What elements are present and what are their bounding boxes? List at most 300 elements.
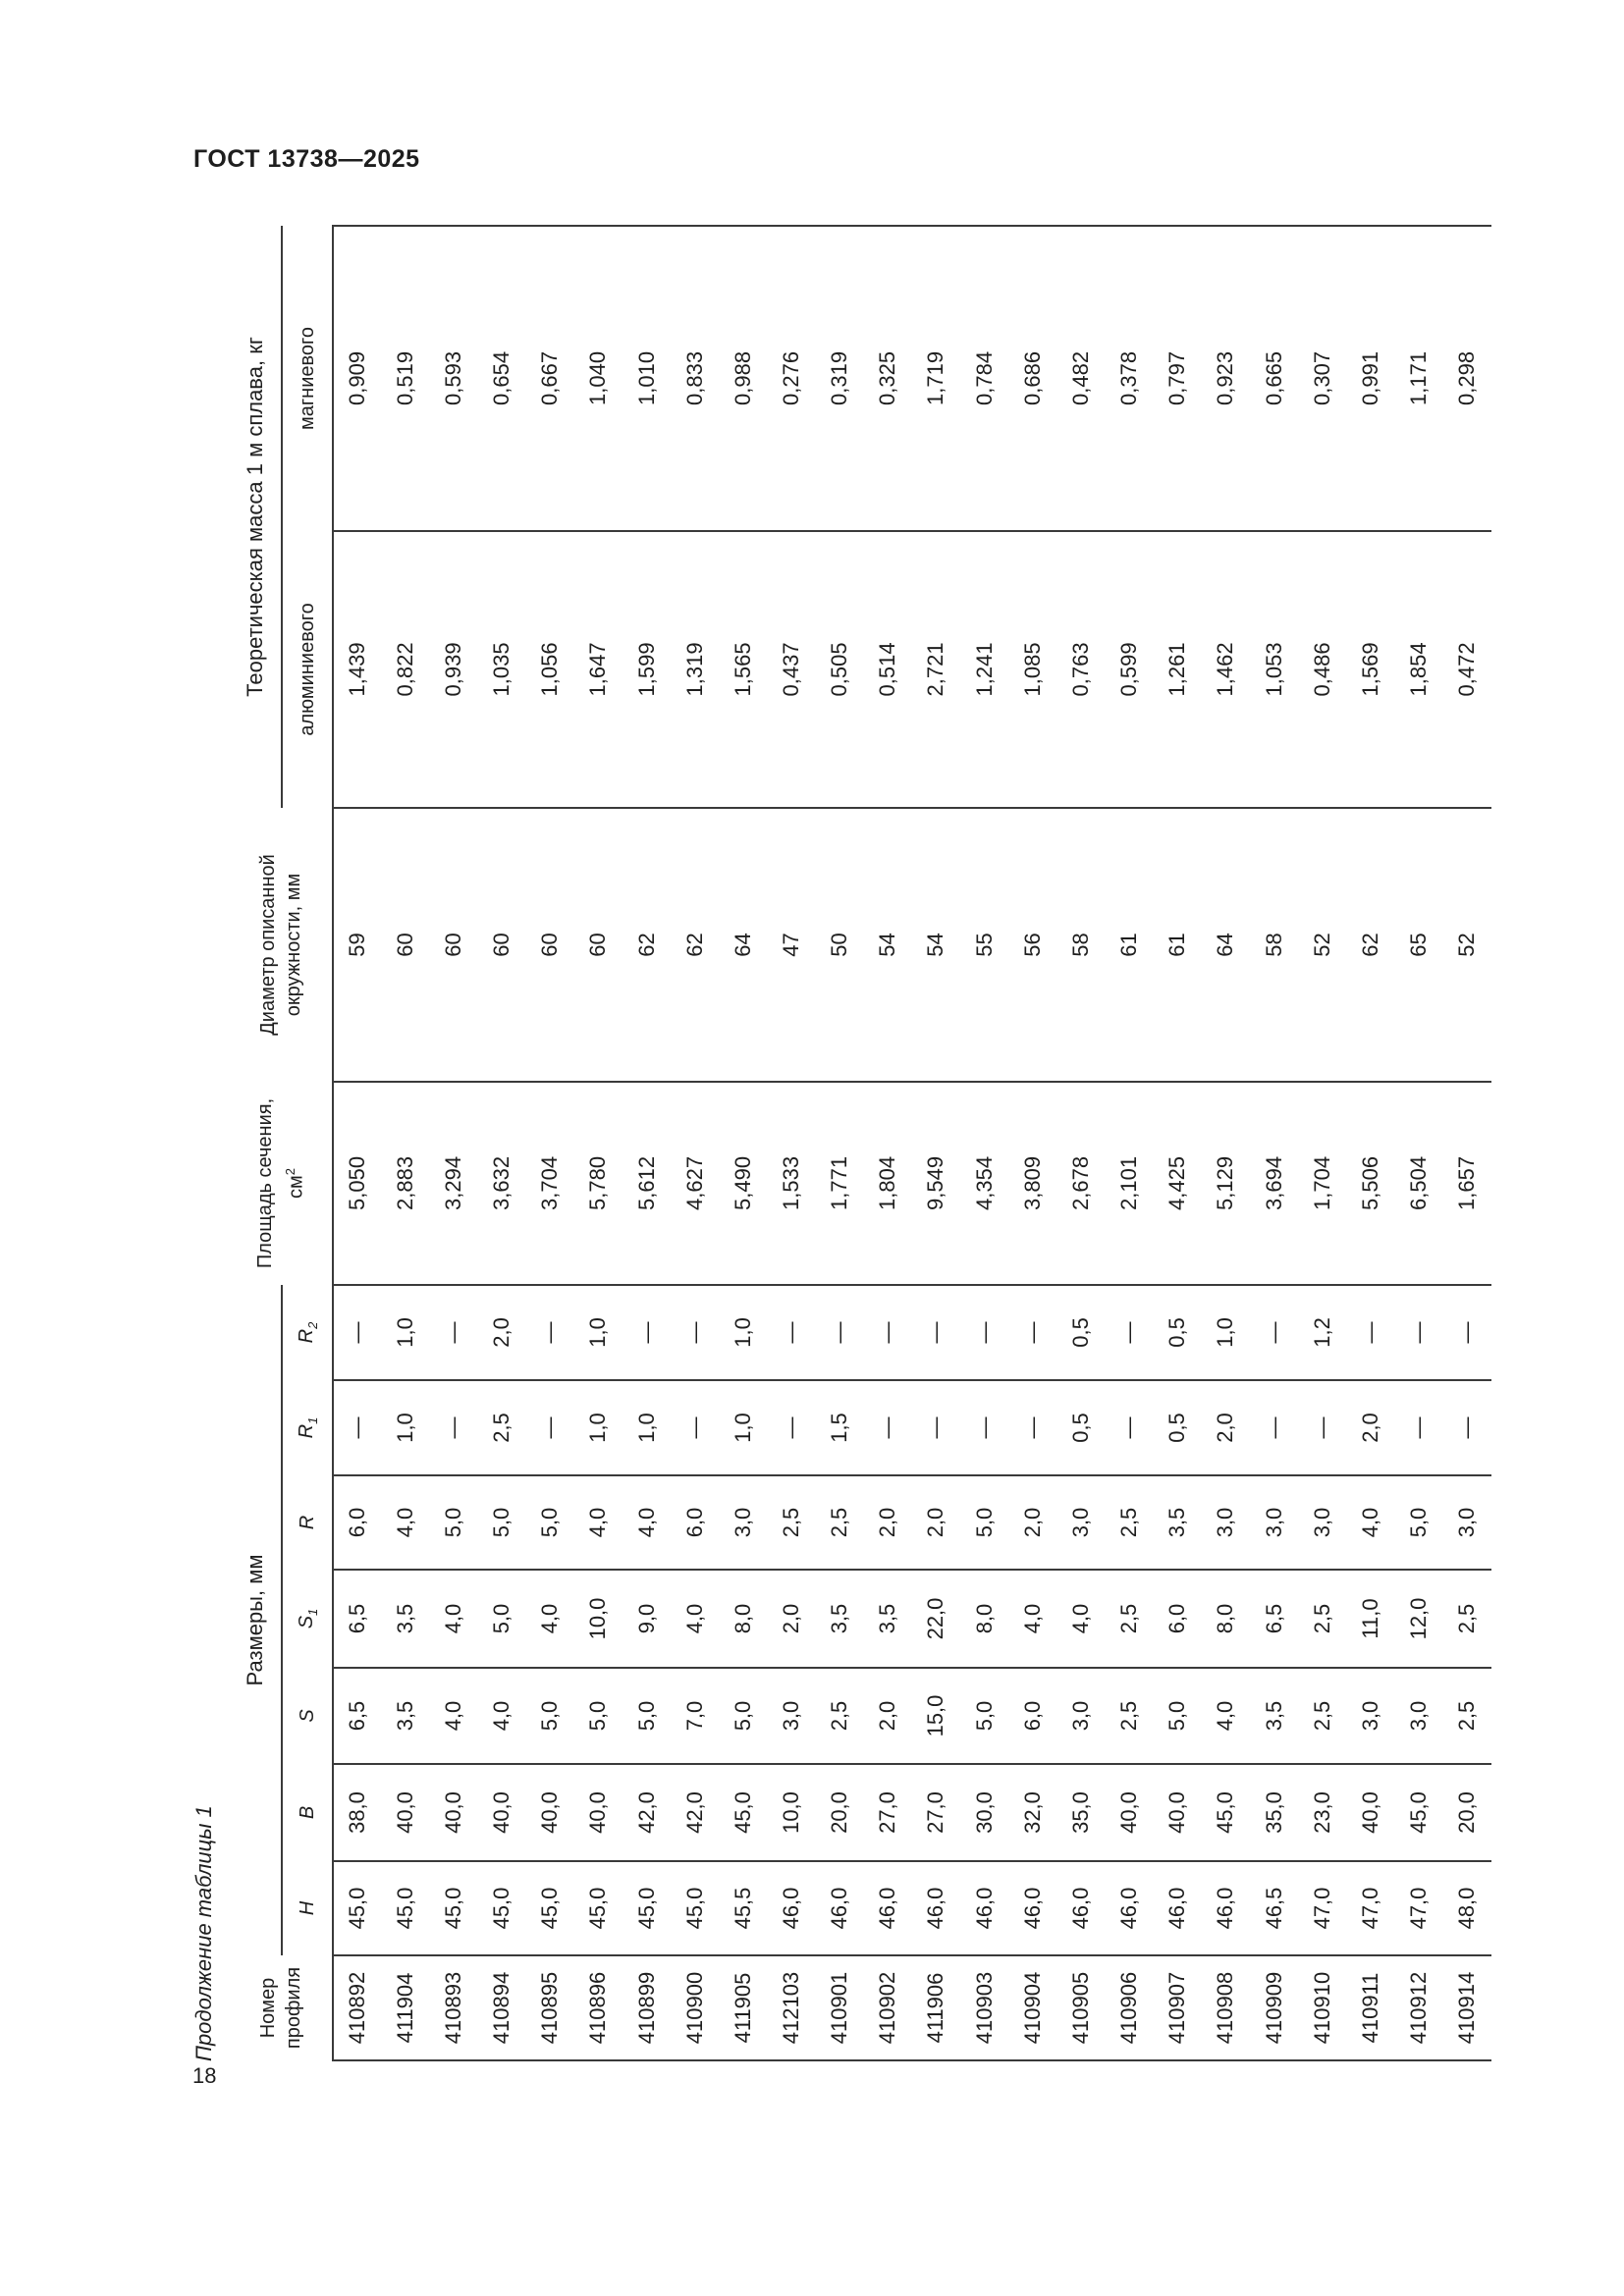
r-cell: 4,0 — [381, 1475, 429, 1570]
r1-cell: 2,5 — [477, 1380, 525, 1475]
table-row — [1056, 226, 1105, 2060]
b-cell: 32,0 — [1008, 1764, 1056, 1861]
s1-cell: 8,0 — [719, 1570, 767, 1668]
s-cell: 3,0 — [1346, 1668, 1394, 1764]
mass-aluminium-cell: 0,599 — [1106, 531, 1154, 808]
area-cell: 9,549 — [912, 1082, 960, 1285]
mass-aluminium-cell: 0,505 — [816, 531, 864, 808]
r-cell: 6,0 — [333, 1475, 381, 1570]
mass-magnesium-cell: 0,667 — [526, 226, 574, 531]
area-cell: 4,627 — [671, 1082, 719, 1285]
area-cell: 6,504 — [1394, 1082, 1442, 1285]
b-cell: 45,0 — [1394, 1764, 1442, 1861]
table-row — [526, 226, 574, 2060]
profiles-table — [229, 225, 1491, 2061]
b-cell: 30,0 — [960, 1764, 1008, 1861]
b-cell: 40,0 — [477, 1764, 525, 1861]
profile-number-cell: 410905 — [1056, 1955, 1105, 2060]
mass-aluminium-cell: 1,439 — [333, 531, 381, 808]
r-cell: 2,0 — [912, 1475, 960, 1570]
s-cell: 2,5 — [1106, 1668, 1154, 1764]
s1-cell: 6,5 — [1250, 1570, 1298, 1668]
diameter-cell: 52 — [1298, 808, 1346, 1082]
mass-magnesium-cell: 0,797 — [1154, 226, 1202, 531]
r1-cell: — — [429, 1380, 477, 1475]
diameter-cell: 62 — [671, 808, 719, 1082]
r2-cell: — — [960, 1285, 1008, 1380]
s-cell: 5,0 — [574, 1668, 623, 1764]
s1-cell: 2,0 — [767, 1570, 815, 1668]
diameter-cell: 58 — [1250, 808, 1298, 1082]
mass-magnesium-cell: 0,686 — [1008, 226, 1056, 531]
s-cell: 5,0 — [960, 1668, 1008, 1764]
mass-aluminium-cell: 1,035 — [477, 531, 525, 808]
profile-number-cell: 411906 — [912, 1955, 960, 2060]
h-cell: 45,0 — [574, 1861, 623, 1955]
area-cell: 1,804 — [864, 1082, 912, 1285]
h-cell: 46,0 — [767, 1861, 815, 1955]
b-cell: 45,0 — [1202, 1764, 1250, 1861]
b-cell: 40,0 — [526, 1764, 574, 1861]
h-cell: 46,0 — [1008, 1861, 1056, 1955]
profile-number-cell: 411904 — [381, 1955, 429, 2060]
b-cell: 45,0 — [719, 1764, 767, 1861]
r2-cell: — — [526, 1285, 574, 1380]
table-row — [864, 226, 912, 2060]
mass-aluminium-cell: 0,486 — [1298, 531, 1346, 808]
r2-cell: 2,0 — [477, 1285, 525, 1380]
profile-number-cell: 410895 — [526, 1955, 574, 2060]
table-row — [1346, 226, 1394, 2060]
b-cell: 38,0 — [333, 1764, 381, 1861]
h-cell: 46,0 — [960, 1861, 1008, 1955]
r1-cell: — — [960, 1380, 1008, 1475]
area-cell: 5,506 — [1346, 1082, 1394, 1285]
b-cell: 27,0 — [912, 1764, 960, 1861]
diameter-cell: 58 — [1056, 808, 1105, 1082]
profile-number-cell: 410893 — [429, 1955, 477, 2060]
s1-cell: 12,0 — [1394, 1570, 1442, 1668]
s1-cell: 3,5 — [816, 1570, 864, 1668]
diameter-cell: 60 — [477, 808, 525, 1082]
r2-cell: — — [1346, 1285, 1394, 1380]
diameter-cell: 52 — [1443, 808, 1491, 1082]
r1-cell: — — [1250, 1380, 1298, 1475]
r-cell: 2,0 — [864, 1475, 912, 1570]
r2-cell: — — [671, 1285, 719, 1380]
s1-cell: 8,0 — [1202, 1570, 1250, 1668]
h-cell: 46,0 — [1106, 1861, 1154, 1955]
b-cell: 40,0 — [1154, 1764, 1202, 1861]
r2-cell: 1,0 — [574, 1285, 623, 1380]
s1-cell: 6,5 — [333, 1570, 381, 1668]
r2-cell: 0,5 — [1056, 1285, 1105, 1380]
profile-number-cell: 410909 — [1250, 1955, 1298, 2060]
mass-aluminium-cell: 0,763 — [1056, 531, 1105, 808]
table-row — [477, 226, 525, 2060]
r2-cell: — — [1106, 1285, 1154, 1380]
mass-aluminium-cell: 1,056 — [526, 531, 574, 808]
r1-cell: — — [912, 1380, 960, 1475]
diameter-cell: 60 — [381, 808, 429, 1082]
profile-number-cell: 411905 — [719, 1955, 767, 2060]
mass-aluminium-cell: 0,514 — [864, 531, 912, 808]
table-row — [960, 226, 1008, 2060]
r2-cell: — — [333, 1285, 381, 1380]
b-cell: 35,0 — [1250, 1764, 1298, 1861]
mass-aluminium-cell: 1,854 — [1394, 531, 1442, 808]
area-cell: 2,101 — [1106, 1082, 1154, 1285]
r-cell: 2,0 — [1008, 1475, 1056, 1570]
s-cell: 5,0 — [719, 1668, 767, 1764]
area-cell: 3,632 — [477, 1082, 525, 1285]
table-row — [767, 226, 815, 2060]
s-cell: 2,5 — [1443, 1668, 1491, 1764]
s1-cell: 9,0 — [623, 1570, 671, 1668]
header-dim-r1: $R_1$ — [282, 1380, 333, 1475]
mass-magnesium-cell: 0,378 — [1106, 226, 1154, 531]
rotated-table-block — [180, 206, 1495, 2061]
diameter-cell: 64 — [1202, 808, 1250, 1082]
r-cell: 3,0 — [1056, 1475, 1105, 1570]
b-cell: 35,0 — [1056, 1764, 1105, 1861]
b-cell: 20,0 — [1443, 1764, 1491, 1861]
table-row — [912, 226, 960, 2060]
s1-cell: 3,5 — [864, 1570, 912, 1668]
b-cell: 23,0 — [1298, 1764, 1346, 1861]
r1-cell: — — [1394, 1380, 1442, 1475]
s-cell: 15,0 — [912, 1668, 960, 1764]
profile-number-cell: 412103 — [767, 1955, 815, 2060]
r2-cell: — — [1394, 1285, 1442, 1380]
s-cell: 5,0 — [526, 1668, 574, 1764]
s1-cell: 4,0 — [1056, 1570, 1105, 1668]
mass-aluminium-cell: 1,261 — [1154, 531, 1202, 808]
r1-cell: — — [767, 1380, 815, 1475]
s1-cell: 6,0 — [1154, 1570, 1202, 1668]
diameter-cell: 61 — [1106, 808, 1154, 1082]
h-cell: 45,5 — [719, 1861, 767, 1955]
r-cell: 5,0 — [429, 1475, 477, 1570]
b-cell: 40,0 — [429, 1764, 477, 1861]
h-cell: 45,0 — [526, 1861, 574, 1955]
document-title: ГОСТ 13738—2025 — [193, 145, 420, 173]
r2-cell: — — [864, 1285, 912, 1380]
page-number: 18 — [192, 2063, 217, 2088]
mass-magnesium-cell: 1,719 — [912, 226, 960, 531]
s1-cell: 2,5 — [1443, 1570, 1491, 1668]
r1-cell: 1,0 — [574, 1380, 623, 1475]
area-cell: 3,809 — [1008, 1082, 1056, 1285]
r2-cell: — — [767, 1285, 815, 1380]
mass-magnesium-cell: 0,319 — [816, 226, 864, 531]
r-cell: 3,0 — [1250, 1475, 1298, 1570]
mass-magnesium-cell: 0,654 — [477, 226, 525, 531]
s-cell: 4,0 — [1202, 1668, 1250, 1764]
table-row — [816, 226, 864, 2060]
mass-aluminium-cell: 1,085 — [1008, 531, 1056, 808]
table-row — [429, 226, 477, 2060]
s-cell: 5,0 — [1154, 1668, 1202, 1764]
mass-aluminium-cell: 0,822 — [381, 531, 429, 808]
table-row — [333, 226, 381, 2060]
r1-cell: 2,0 — [1346, 1380, 1394, 1475]
s1-cell: 4,0 — [429, 1570, 477, 1668]
mass-magnesium-cell: 1,010 — [623, 226, 671, 531]
s1-cell: 22,0 — [912, 1570, 960, 1668]
diameter-cell: 61 — [1154, 808, 1202, 1082]
s-cell: 3,0 — [767, 1668, 815, 1764]
area-cell: 3,294 — [429, 1082, 477, 1285]
s-cell: 7,0 — [671, 1668, 719, 1764]
mass-aluminium-cell: 1,241 — [960, 531, 1008, 808]
mass-magnesium-cell: 0,909 — [333, 226, 381, 531]
r-cell: 6,0 — [671, 1475, 719, 1570]
profile-number-cell: 410901 — [816, 1955, 864, 2060]
profile-number-cell: 410906 — [1106, 1955, 1154, 2060]
r-cell: 5,0 — [1394, 1475, 1442, 1570]
b-cell: 40,0 — [1346, 1764, 1394, 1861]
mass-magnesium-cell: 0,923 — [1202, 226, 1250, 531]
diameter-cell: 59 — [333, 808, 381, 1082]
header-diameter: Диаметр описанной окружности, мм — [229, 808, 333, 1082]
mass-magnesium-cell: 0,784 — [960, 226, 1008, 531]
h-cell: 47,0 — [1346, 1861, 1394, 1955]
mass-aluminium-cell: 1,599 — [623, 531, 671, 808]
r1-cell: — — [1443, 1380, 1491, 1475]
header-dim-b: B — [282, 1764, 333, 1861]
profile-number-cell: 410908 — [1202, 1955, 1250, 2060]
s1-cell: 10,0 — [574, 1570, 623, 1668]
header-mass-aluminium: алюминиевого — [282, 531, 333, 808]
header-dimensions: Размеры, мм — [229, 1285, 282, 1955]
header-dim-h: H — [282, 1861, 333, 1955]
b-cell: 20,0 — [816, 1764, 864, 1861]
s1-cell: 4,0 — [671, 1570, 719, 1668]
diameter-cell: 65 — [1394, 808, 1442, 1082]
h-cell: 46,0 — [1154, 1861, 1202, 1955]
h-cell: 45,0 — [333, 1861, 381, 1955]
r1-cell: — — [333, 1380, 381, 1475]
table-caption: Продолжение таблицы 1 — [191, 1805, 216, 2061]
r2-cell: — — [429, 1285, 477, 1380]
r2-cell: — — [623, 1285, 671, 1380]
profile-number-cell: 410910 — [1298, 1955, 1346, 2060]
s1-cell: 5,0 — [477, 1570, 525, 1668]
area-cell: 4,425 — [1154, 1082, 1202, 1285]
h-cell: 46,0 — [864, 1861, 912, 1955]
s1-cell: 3,5 — [381, 1570, 429, 1668]
r-cell: 4,0 — [1346, 1475, 1394, 1570]
r2-cell: — — [912, 1285, 960, 1380]
b-cell: 10,0 — [767, 1764, 815, 1861]
r1-cell: — — [526, 1380, 574, 1475]
profile-number-cell: 410904 — [1008, 1955, 1056, 2060]
r1-cell: 2,0 — [1202, 1380, 1250, 1475]
profile-number-cell: 410903 — [960, 1955, 1008, 2060]
profile-number-cell: 410911 — [1346, 1955, 1394, 2060]
header-dim-s1: $S_1$ — [282, 1570, 333, 1668]
r2-cell: — — [1443, 1285, 1491, 1380]
mass-aluminium-cell: 1,569 — [1346, 531, 1394, 808]
table-row — [574, 226, 623, 2060]
r1-cell: 1,0 — [623, 1380, 671, 1475]
area-cell: 5,612 — [623, 1082, 671, 1285]
s-cell: 4,0 — [429, 1668, 477, 1764]
diameter-cell: 62 — [1346, 808, 1394, 1082]
mass-aluminium-cell: 1,319 — [671, 531, 719, 808]
table-row — [1008, 226, 1056, 2060]
header-area: Площадь сечения, $см^2$ — [229, 1082, 333, 1285]
area-cell: 3,694 — [1250, 1082, 1298, 1285]
r2-cell: 1,0 — [1202, 1285, 1250, 1380]
mass-magnesium-cell: 0,593 — [429, 226, 477, 531]
mass-magnesium-cell: 0,991 — [1346, 226, 1394, 531]
h-cell: 45,0 — [477, 1861, 525, 1955]
r1-cell: — — [1008, 1380, 1056, 1475]
r1-cell: 0,5 — [1154, 1380, 1202, 1475]
r-cell: 2,5 — [767, 1475, 815, 1570]
h-cell: 48,0 — [1443, 1861, 1491, 1955]
b-cell: 40,0 — [574, 1764, 623, 1861]
r-cell: 4,0 — [623, 1475, 671, 1570]
area-cell: 1,771 — [816, 1082, 864, 1285]
mass-magnesium-cell: 1,040 — [574, 226, 623, 531]
mass-magnesium-cell: 0,307 — [1298, 226, 1346, 531]
area-cell: 4,354 — [960, 1082, 1008, 1285]
profile-number-cell: 410892 — [333, 1955, 381, 2060]
diameter-cell: 60 — [429, 808, 477, 1082]
mass-magnesium-cell: 0,665 — [1250, 226, 1298, 531]
mass-aluminium-cell: 0,437 — [767, 531, 815, 808]
diameter-cell: 54 — [864, 808, 912, 1082]
profile-number-cell: 410900 — [671, 1955, 719, 2060]
area-cell: 2,883 — [381, 1082, 429, 1285]
b-cell: 40,0 — [1106, 1764, 1154, 1861]
s-cell: 4,0 — [477, 1668, 525, 1764]
h-cell: 46,0 — [1056, 1861, 1105, 1955]
r1-cell: — — [864, 1380, 912, 1475]
mass-aluminium-cell: 2,721 — [912, 531, 960, 808]
profile-number-cell: 410902 — [864, 1955, 912, 2060]
table-row — [381, 226, 429, 2060]
header-mass: Теоретическая масса 1 м сплава, кг — [229, 226, 282, 808]
r1-cell: — — [1106, 1380, 1154, 1475]
profile-number-cell: 410896 — [574, 1955, 623, 2060]
s1-cell: 4,0 — [526, 1570, 574, 1668]
r-cell: 5,0 — [477, 1475, 525, 1570]
mass-magnesium-cell: 0,276 — [767, 226, 815, 531]
area-cell: 1,704 — [1298, 1082, 1346, 1285]
diameter-cell: 47 — [767, 808, 815, 1082]
r-cell: 5,0 — [960, 1475, 1008, 1570]
table-row — [1250, 226, 1298, 2060]
s-cell: 5,0 — [623, 1668, 671, 1764]
mass-aluminium-cell: 0,939 — [429, 531, 477, 808]
area-cell: 5,129 — [1202, 1082, 1250, 1285]
b-cell: 40,0 — [381, 1764, 429, 1861]
area-cell: 5,490 — [719, 1082, 767, 1285]
r-cell: 3,5 — [1154, 1475, 1202, 1570]
table-row — [1443, 226, 1491, 2060]
area-cell: 2,678 — [1056, 1082, 1105, 1285]
table-row — [1394, 226, 1442, 2060]
r1-cell: — — [671, 1380, 719, 1475]
h-cell: 46,0 — [816, 1861, 864, 1955]
mass-aluminium-cell: 1,565 — [719, 531, 767, 808]
table-row — [1154, 226, 1202, 2060]
b-cell: 42,0 — [623, 1764, 671, 1861]
area-cell: 5,050 — [333, 1082, 381, 1285]
h-cell: 47,0 — [1394, 1861, 1442, 1955]
s-cell: 2,0 — [864, 1668, 912, 1764]
r1-cell: 1,5 — [816, 1380, 864, 1475]
table-body — [333, 226, 1491, 2060]
mass-aluminium-cell: 1,647 — [574, 531, 623, 808]
table-row — [671, 226, 719, 2060]
mass-magnesium-cell: 0,519 — [381, 226, 429, 531]
diameter-cell: 62 — [623, 808, 671, 1082]
header-mass-magnesium: магниевого — [282, 226, 333, 531]
s-cell: 6,0 — [1008, 1668, 1056, 1764]
s-cell: 2,5 — [816, 1668, 864, 1764]
area-cell: 1,533 — [767, 1082, 815, 1285]
s-cell: 3,5 — [381, 1668, 429, 1764]
mass-aluminium-cell: 1,053 — [1250, 531, 1298, 808]
r2-cell: 1,0 — [381, 1285, 429, 1380]
s1-cell: 2,5 — [1106, 1570, 1154, 1668]
s-cell: 2,5 — [1298, 1668, 1346, 1764]
s1-cell: 11,0 — [1346, 1570, 1394, 1668]
h-cell: 45,0 — [623, 1861, 671, 1955]
header-dim-r: R — [282, 1475, 333, 1570]
r2-cell: — — [816, 1285, 864, 1380]
diameter-cell: 60 — [574, 808, 623, 1082]
s-cell: 3,0 — [1394, 1668, 1442, 1764]
profile-number-cell: 410899 — [623, 1955, 671, 2060]
table-row — [1202, 226, 1250, 2060]
mass-magnesium-cell: 1,171 — [1394, 226, 1442, 531]
mass-aluminium-cell: 1,462 — [1202, 531, 1250, 808]
r-cell: 3,0 — [1443, 1475, 1491, 1570]
table-header — [229, 226, 333, 2060]
area-cell: 3,704 — [526, 1082, 574, 1285]
diameter-cell: 60 — [526, 808, 574, 1082]
table-row — [1298, 226, 1346, 2060]
mass-magnesium-cell: 0,298 — [1443, 226, 1491, 531]
header-dim-r2: $R_2$ — [282, 1285, 333, 1380]
profile-number-cell: 410894 — [477, 1955, 525, 2060]
r2-cell: — — [1250, 1285, 1298, 1380]
profile-number-cell: 410912 — [1394, 1955, 1442, 2060]
header-dim-s: S — [282, 1668, 333, 1764]
table-row — [719, 226, 767, 2060]
r1-cell: 1,0 — [381, 1380, 429, 1475]
b-cell: 42,0 — [671, 1764, 719, 1861]
area-cell: 5,780 — [574, 1082, 623, 1285]
r2-cell: 0,5 — [1154, 1285, 1202, 1380]
profile-number-cell: 410907 — [1154, 1955, 1202, 2060]
mass-magnesium-cell: 0,482 — [1056, 226, 1105, 531]
h-cell: 45,0 — [381, 1861, 429, 1955]
r1-cell: — — [1298, 1380, 1346, 1475]
s1-cell: 4,0 — [1008, 1570, 1056, 1668]
s1-cell: 8,0 — [960, 1570, 1008, 1668]
header-profile-number: Номер профиля — [229, 1955, 333, 2060]
mass-magnesium-cell: 0,325 — [864, 226, 912, 531]
mass-magnesium-cell: 0,833 — [671, 226, 719, 531]
r1-cell: 0,5 — [1056, 1380, 1105, 1475]
